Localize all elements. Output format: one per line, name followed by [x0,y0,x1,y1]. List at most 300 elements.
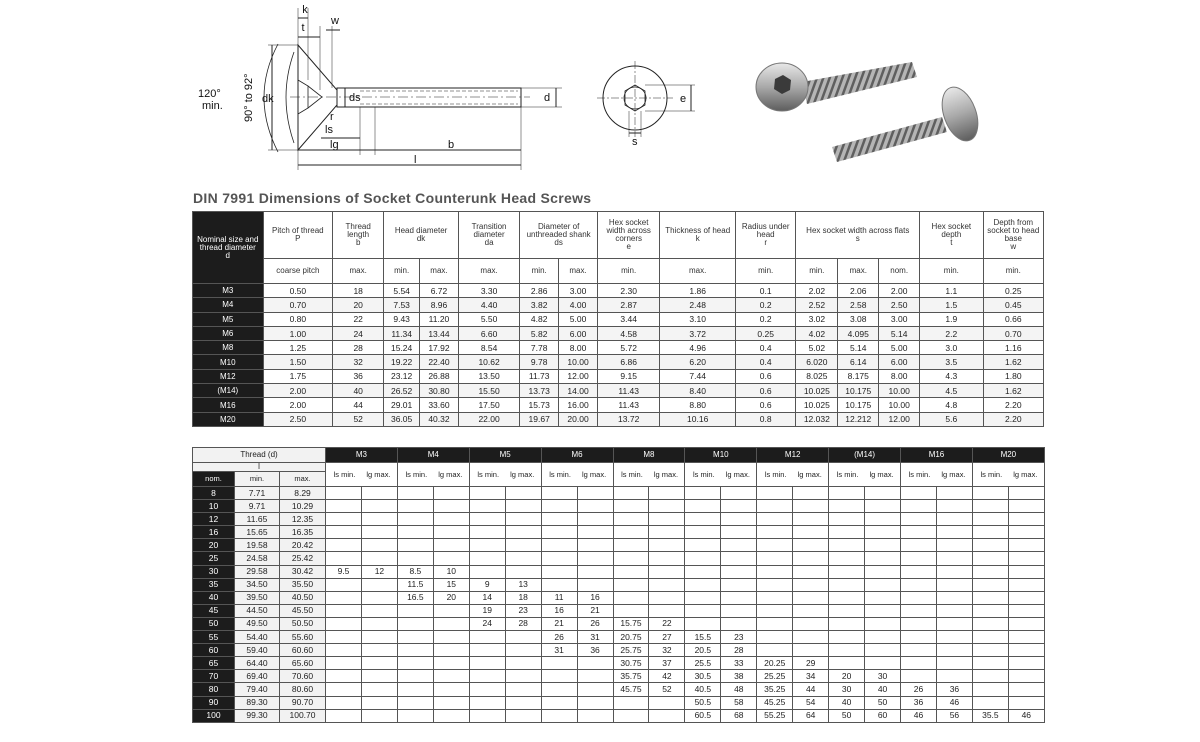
max-length-cell: 12.35 [280,513,326,526]
ls-lg-cell [613,526,649,539]
value-cell: 2.00 [263,384,333,398]
table-row [193,565,1045,578]
value-cell: 2.58 [838,298,879,312]
min-length-cell: 39.50 [235,591,280,604]
ls-lg-cell [433,539,469,552]
ls-lg-cell [577,500,613,513]
value-cell: 11.34 [384,326,420,340]
ls-lg-cell: 29 [793,657,829,670]
ls-lg-cell: 11 [541,591,577,604]
ls-lg-cell [972,552,1008,565]
screw-photo-1 [756,62,917,111]
ls-lg-cell: 20.25 [757,657,793,670]
size-header: M6 [541,448,613,463]
value-cell: 4.02 [796,326,838,340]
ls-lg-cell [361,604,397,617]
ls-lg-cell: 40 [829,696,865,709]
ls-lg-cell [577,552,613,565]
ls-lg-cell: 26 [541,631,577,644]
value-cell: 19.67 [520,412,559,426]
min-length-cell: 59.40 [235,644,280,657]
value-cell: 52 [333,412,384,426]
ls-lg-cell [541,500,577,513]
ls-lg-cell: 14 [469,591,505,604]
ls-lg-cell [972,539,1008,552]
max-length-cell: 20.42 [280,539,326,552]
ls-lg-cell [649,500,685,513]
ls-lg-cell [541,670,577,683]
label-lg: lg [330,139,339,151]
ls-lg-cell [757,487,793,500]
ls-lg-cell [613,513,649,526]
value-cell: 10.175 [838,398,879,412]
ls-lg-cell [936,604,972,617]
ls-lg-cell [361,552,397,565]
table-row [193,617,1045,630]
table-row [193,526,1045,539]
ls-lg-cell: 60.5 [685,709,721,722]
ls-lg-cell [397,500,433,513]
ls-lg-cell [649,709,685,722]
ls-lg-cell [685,617,721,630]
value-cell: 20 [333,298,384,312]
subheader-cell: min. [796,259,838,284]
ls-lg-cell [829,617,865,630]
table-row [193,631,1045,644]
ls-lg-cell [901,578,937,591]
table-row [193,539,1045,552]
ls-lg-header: ls min. lg max. [541,463,613,487]
value-cell: 0.25 [736,326,796,340]
value-cell: 13.50 [458,369,519,383]
nom-length-cell: 80 [193,683,235,696]
label-dk: dk [262,93,274,105]
value-cell: 5.00 [879,341,920,355]
ls-lg-cell: 15.5 [685,631,721,644]
ls-lg-cell [1008,500,1044,513]
ls-lg-cell [361,644,397,657]
ls-lg-cell [757,526,793,539]
ls-lg-cell [721,539,757,552]
ls-lg-header: ls min. lg max. [972,463,1044,487]
value-cell: 1.62 [983,384,1043,398]
ls-lg-cell [649,487,685,500]
ls-lg-cell [972,591,1008,604]
ls-lg-cell [936,631,972,644]
value-cell: 5.82 [520,326,559,340]
ls-lg-cell [1008,631,1044,644]
min-length-cell: 9.71 [235,500,280,513]
ls-lg-cell [1008,513,1044,526]
ls-lg-cell [433,683,469,696]
value-cell: 5.14 [879,326,920,340]
ls-lg-cell [433,631,469,644]
table-row [193,284,1044,298]
value-cell: 13.73 [520,384,559,398]
ls-lg-cell [469,631,505,644]
size-cell: M3 [193,284,264,298]
ls-lg-cell: 30.5 [685,670,721,683]
ls-lg-cell: 45.75 [613,683,649,696]
ls-lg-cell [361,539,397,552]
size-header: M4 [397,448,469,463]
value-cell: 17.50 [458,398,519,412]
ls-lg-cell [505,487,541,500]
table-row [193,398,1044,412]
ls-lg-cell [613,487,649,500]
ls-lg-cell [505,709,541,722]
ls-lg-cell [361,487,397,500]
table-row [193,683,1045,696]
ls-lg-cell [936,526,972,539]
ls-lg-cell [397,670,433,683]
ls-lg-cell [829,539,865,552]
value-cell: 30.80 [420,384,459,398]
ls-lg-cell [469,683,505,696]
value-cell: 22 [333,312,384,326]
ls-lg-cell [865,513,901,526]
ls-lg-cell: 56 [936,709,972,722]
ls-lg-header: ls min. lg max. [326,463,398,487]
value-cell: 2.30 [597,284,659,298]
ls-lg-cell: 12 [361,565,397,578]
ls-lg-cell [1008,487,1044,500]
size-cell: M8 [193,341,264,355]
ls-lg-cell: 46 [1008,709,1044,722]
min-length-cell: 64.40 [235,657,280,670]
value-cell: 3.30 [458,284,519,298]
ls-lg-cell [757,631,793,644]
ls-lg-cell: 36 [901,696,937,709]
value-cell: 2.02 [796,284,838,298]
nom-length-cell: 30 [193,565,235,578]
subheader-cell: min. [920,259,983,284]
ls-lg-cell [1008,578,1044,591]
min-length-cell: 89.30 [235,696,280,709]
ls-lg-cell [936,539,972,552]
subheader-cell: min. [736,259,796,284]
value-cell: 2.06 [838,284,879,298]
table-row [193,591,1045,604]
label-s: s [632,136,638,148]
ls-lg-cell: 54 [793,696,829,709]
value-cell: 36.05 [384,412,420,426]
ls-lg-cell: 27 [649,631,685,644]
header-transition-diameter: Transition diameter da [458,212,519,259]
value-cell: 17.92 [420,341,459,355]
ls-lg-cell [469,644,505,657]
value-cell: 0.4 [736,355,796,369]
value-cell: 8.175 [838,369,879,383]
ls-lg-cell [326,539,362,552]
ls-lg-cell: 9.5 [326,565,362,578]
ls-lg-cell [865,552,901,565]
value-cell: 10.62 [458,355,519,369]
ls-lg-cell [649,565,685,578]
size-header: M5 [469,448,541,463]
ls-lg-cell [1008,565,1044,578]
ls-lg-cell [326,617,362,630]
ls-lg-cell [972,487,1008,500]
ls-lg-cell [829,513,865,526]
size-header: M3 [326,448,398,463]
ls-lg-cell [757,617,793,630]
subheader-cell: max. [333,259,384,284]
value-cell: 0.70 [263,298,333,312]
ls-lg-cell [361,670,397,683]
ls-lg-cell [901,644,937,657]
ls-lg-cell: 20 [829,670,865,683]
ls-lg-cell [541,696,577,709]
nom-length-cell: 16 [193,526,235,539]
nom-length-cell: 55 [193,631,235,644]
value-cell: 6.00 [879,355,920,369]
value-cell: 22.00 [458,412,519,426]
min-length-cell: 7.71 [235,487,280,500]
value-cell: 4.8 [920,398,983,412]
value-cell: 18 [333,284,384,298]
ls-lg-cell: 28 [721,644,757,657]
value-cell: 0.66 [983,312,1043,326]
max-length-cell: 10.29 [280,500,326,513]
ls-lg-cell [649,591,685,604]
table-row [193,513,1045,526]
ls-lg-cell [326,696,362,709]
value-cell: 33.60 [420,398,459,412]
ls-lg-cell [433,657,469,670]
value-cell: 5.72 [597,341,659,355]
value-cell: 8.00 [879,369,920,383]
ls-lg-cell [505,552,541,565]
ls-lg-cell [541,683,577,696]
ls-lg-cell [757,539,793,552]
ls-lg-cell [469,670,505,683]
ls-lg-cell [1008,591,1044,604]
ls-lg-cell [397,709,433,722]
table-row [193,384,1044,398]
size-header: M16 [901,448,973,463]
value-cell: 22.40 [420,355,459,369]
value-cell: 8.40 [660,384,736,398]
ls-lg-cell [361,709,397,722]
value-cell: 4.5 [920,384,983,398]
ls-lg-cell [433,604,469,617]
ls-lg-cell [469,539,505,552]
nom-length-cell: 25 [193,552,235,565]
ls-lg-cell [865,644,901,657]
value-cell: 28 [333,341,384,355]
value-cell: 2.52 [796,298,838,312]
ls-lg-cell [613,578,649,591]
ls-lg-cell: 64 [793,709,829,722]
ls-lg-cell [936,578,972,591]
ls-lg-cell: 19 [469,604,505,617]
value-cell: 1.80 [983,369,1043,383]
ls-lg-cell [865,565,901,578]
max-length-cell: 60.60 [280,644,326,657]
ls-lg-cell [433,526,469,539]
table-row [193,487,1045,500]
size-cell: M20 [193,412,264,426]
max-length-cell: 50.50 [280,617,326,630]
max-length-cell: 100.70 [280,709,326,722]
ls-lg-cell: 20.5 [685,644,721,657]
subheader-cell: max. [458,259,519,284]
ls-lg-cell: 50.5 [685,696,721,709]
ls-lg-cell [793,644,829,657]
ls-lg-cell [685,591,721,604]
value-cell: 10.00 [879,398,920,412]
value-cell: 16.00 [559,398,598,412]
ls-lg-cell [577,683,613,696]
ls-lg-cell [972,657,1008,670]
ls-lg-cell: 16.5 [397,591,433,604]
screw-side-view-drawing [190,0,570,180]
value-cell: 15.50 [458,384,519,398]
table-row [193,604,1045,617]
value-cell: 0.1 [736,284,796,298]
ls-lg-cell [901,513,937,526]
subheader-row [193,259,1044,284]
value-cell: 0.50 [263,284,333,298]
size-cell: M5 [193,312,264,326]
ls-lg-cell [649,696,685,709]
ls-lg-cell [326,670,362,683]
max-length-cell: 80.60 [280,683,326,696]
ls-lg-header: ls min. lg max. [469,463,541,487]
ls-lg-cell [541,513,577,526]
ls-lg-cell [397,539,433,552]
ls-lg-cell [541,539,577,552]
value-cell: 32 [333,355,384,369]
value-cell: 4.82 [520,312,559,326]
ls-lg-cell [613,539,649,552]
header-shank-diameter: Diameter of unthreaded shank ds [520,212,598,259]
ls-lg-cell [685,513,721,526]
ls-lg-cell [685,487,721,500]
ls-lg-cell [793,487,829,500]
header-socket-to-base: Depth from socket to head base w [983,212,1043,259]
ls-lg-cell [361,617,397,630]
ls-lg-cell: 30 [829,683,865,696]
ls-lg-cell [541,709,577,722]
ls-lg-cell [505,500,541,513]
max-length-cell: 8.29 [280,487,326,500]
ls-lg-cell [361,631,397,644]
ls-lg-cell [577,670,613,683]
ls-lg-cell [1008,696,1044,709]
min-length-cell: 44.50 [235,604,280,617]
ls-lg-cell: 55.25 [757,709,793,722]
value-cell: 10.025 [796,384,838,398]
max-length-cell: 65.60 [280,657,326,670]
ls-lg-cell [649,578,685,591]
ls-lg-cell [469,513,505,526]
ls-lg-cell: 26 [901,683,937,696]
value-cell: 1.00 [263,326,333,340]
value-cell: 3.08 [838,312,879,326]
value-cell: 3.72 [660,326,736,340]
ls-lg-cell [577,565,613,578]
ls-lg-cell: 24 [469,617,505,630]
value-cell: 1.75 [263,369,333,383]
nom-length-cell: 45 [193,604,235,617]
ls-lg-cell [829,487,865,500]
min-length-cell: 19.58 [235,539,280,552]
ls-lg-cell [829,565,865,578]
nom-length-cell: 50 [193,617,235,630]
ls-lg-cell: 35.75 [613,670,649,683]
ls-lg-cell [326,591,362,604]
ls-lg-cell [505,644,541,657]
size-header: M20 [972,448,1044,463]
ls-lg-cell: 36 [936,683,972,696]
value-cell: 19.22 [384,355,420,369]
ls-lg-cell [793,526,829,539]
ls-lg-cell [972,670,1008,683]
ls-lg-cell [793,617,829,630]
table-row [193,670,1045,683]
min-length-cell: 69.40 [235,670,280,683]
max-length-cell: 55.60 [280,631,326,644]
value-cell: 24 [333,326,384,340]
ls-lg-cell [829,644,865,657]
ls-lg-cell [793,539,829,552]
ls-lg-cell [936,617,972,630]
size-cell: M16 [193,398,264,412]
ls-lg-cell [433,500,469,513]
screw-product-photo [742,52,982,172]
ls-lg-cell [397,526,433,539]
header-thread-length: Thread length b [333,212,384,259]
value-cell: 5.50 [458,312,519,326]
max-length-cell: 70.60 [280,670,326,683]
table-row [193,709,1045,722]
value-cell: 2.50 [263,412,333,426]
ls-lg-cell: 33 [721,657,757,670]
table-row [193,355,1044,369]
min-length-cell: 99.30 [235,709,280,722]
ls-lg-cell [469,565,505,578]
ls-lg-cell: 23 [721,631,757,644]
value-cell: 2.00 [263,398,333,412]
size-cell: M12 [193,369,264,383]
ls-lg-cell [757,552,793,565]
ls-lg-cell [865,617,901,630]
value-cell: 40 [333,384,384,398]
ls-lg-cell: 11.5 [397,578,433,591]
value-cell: 26.88 [420,369,459,383]
value-cell: 3.82 [520,298,559,312]
min-length-cell: 79.40 [235,683,280,696]
value-cell: 6.14 [838,355,879,369]
size-header: (M14) [829,448,901,463]
subheader-cell: max. [559,259,598,284]
label-angle: 120° [198,88,221,100]
ls-lg-cell [829,631,865,644]
ls-lg-cell [433,552,469,565]
page-title: DIN 7991 Dimensions of Socket Counterunk Head Screws [193,190,592,206]
value-cell: 6.20 [660,355,736,369]
ls-lg-cell: 25.75 [613,644,649,657]
length-header: l [193,463,326,472]
ls-lg-cell [936,565,972,578]
ls-lg-cell [1008,526,1044,539]
header-head-thickness: Thickness of head k [660,212,736,259]
ls-lg-cell [397,631,433,644]
ls-lg-cell [685,500,721,513]
value-cell: 5.14 [838,341,879,355]
